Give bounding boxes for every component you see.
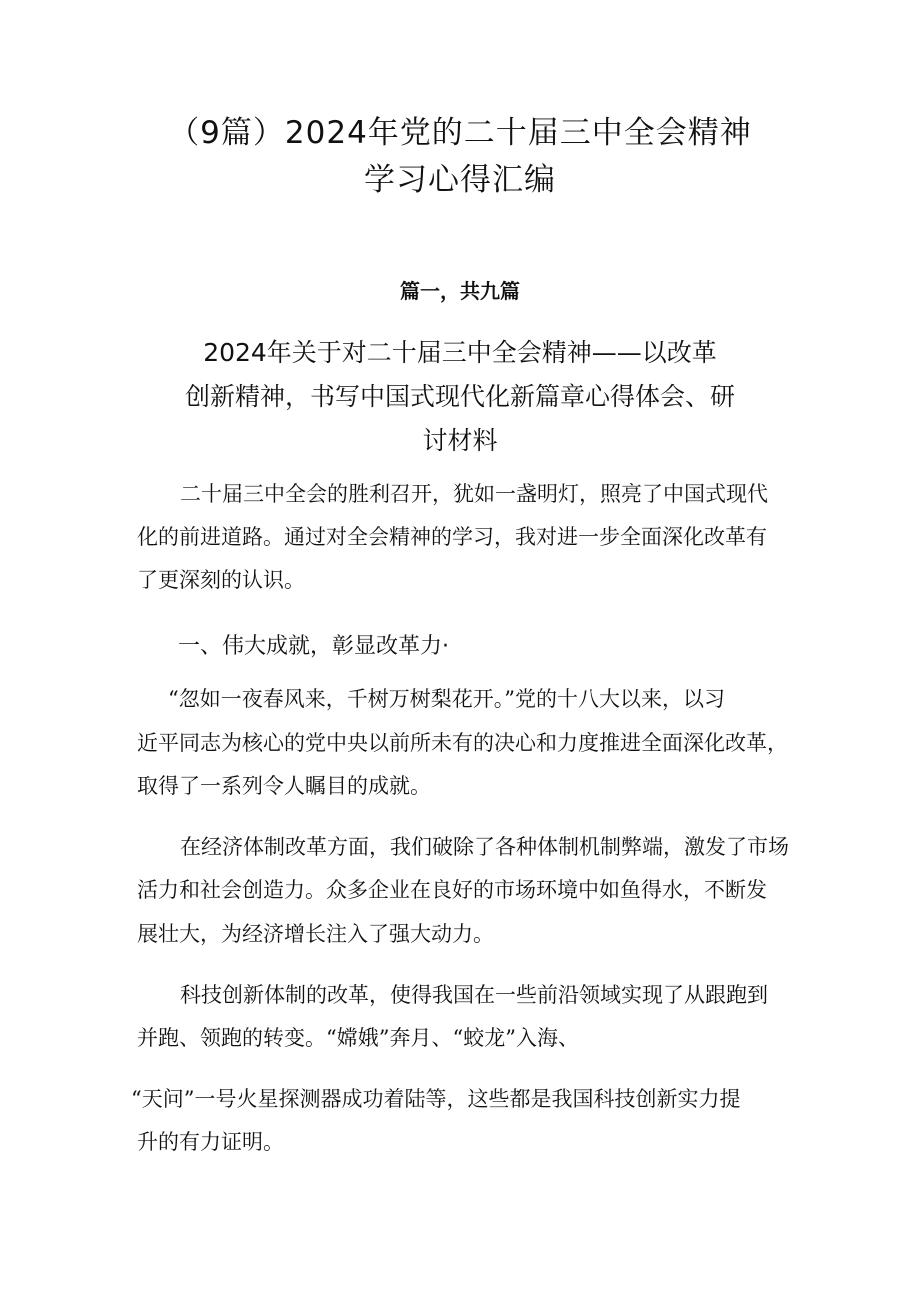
- paragraph-1-line-1: 二十届三中全会的胜利召开，犹如一盏明灯，照亮了中国式现代: [180, 482, 768, 506]
- paragraph-3-line-1: 在经济体制改革方面，我们破除了各种体制机制弊端，激发了市场: [180, 835, 789, 859]
- paragraph-3-line-2: 活力和社会创造力。众多企业在良好的市场环境中如鱼得水，不断发: [137, 878, 767, 902]
- series-label: 篇一，共九篇: [400, 279, 520, 303]
- paragraph-2-line-2: 近平同志为核心的党中央以前所未有的决心和力度推进全面深化改革，: [137, 731, 788, 755]
- document-title-line-2: 学习心得汇编: [364, 162, 556, 198]
- paragraph-4-line-1: 科技创新体制的改革，使得我国在一些前沿领域实现了从跟跑到: [180, 983, 768, 1007]
- paragraph-2-line-1: “忽如一夜春风来，千树万树梨花开。”党的十八大以来，以习: [168, 687, 725, 711]
- article-title-line-1: 2024年关于对二十届三中全会精神——以改革: [203, 338, 717, 367]
- article-title-line-2: 创新精神，书写中国式现代化新篇章心得体会、研: [184, 382, 735, 411]
- paragraph-4-line-2: 并跑、领跑的转变。“嫦娥”奔月、“蛟龙”入海、: [137, 1026, 579, 1050]
- paragraph-2-line-3: 取得了一系列令人瞩目的成就。: [137, 774, 431, 798]
- paragraph-1-line-2: 化的前进道路。通过对全会精神的学习，我对进一步全面深化改革有: [137, 525, 767, 549]
- paragraph-5-line-1: “天问”一号火星探测器成功着陆等，这些都是我国科技创新实力提: [131, 1087, 741, 1111]
- section-heading: 一、伟大成就，彰显改革力·: [178, 634, 449, 659]
- article-title-line-3: 讨材料: [422, 426, 498, 455]
- paragraph-5-line-2: 升的有力证明。: [137, 1130, 284, 1154]
- document-title-line-1: （9篇）2024年党的二十届三中全会精神: [168, 115, 752, 151]
- paragraph-3-line-3: 展壮大，为经济增长注入了强大动力。: [137, 922, 494, 946]
- paragraph-1-line-3: 了更深刻的认识。: [137, 568, 305, 592]
